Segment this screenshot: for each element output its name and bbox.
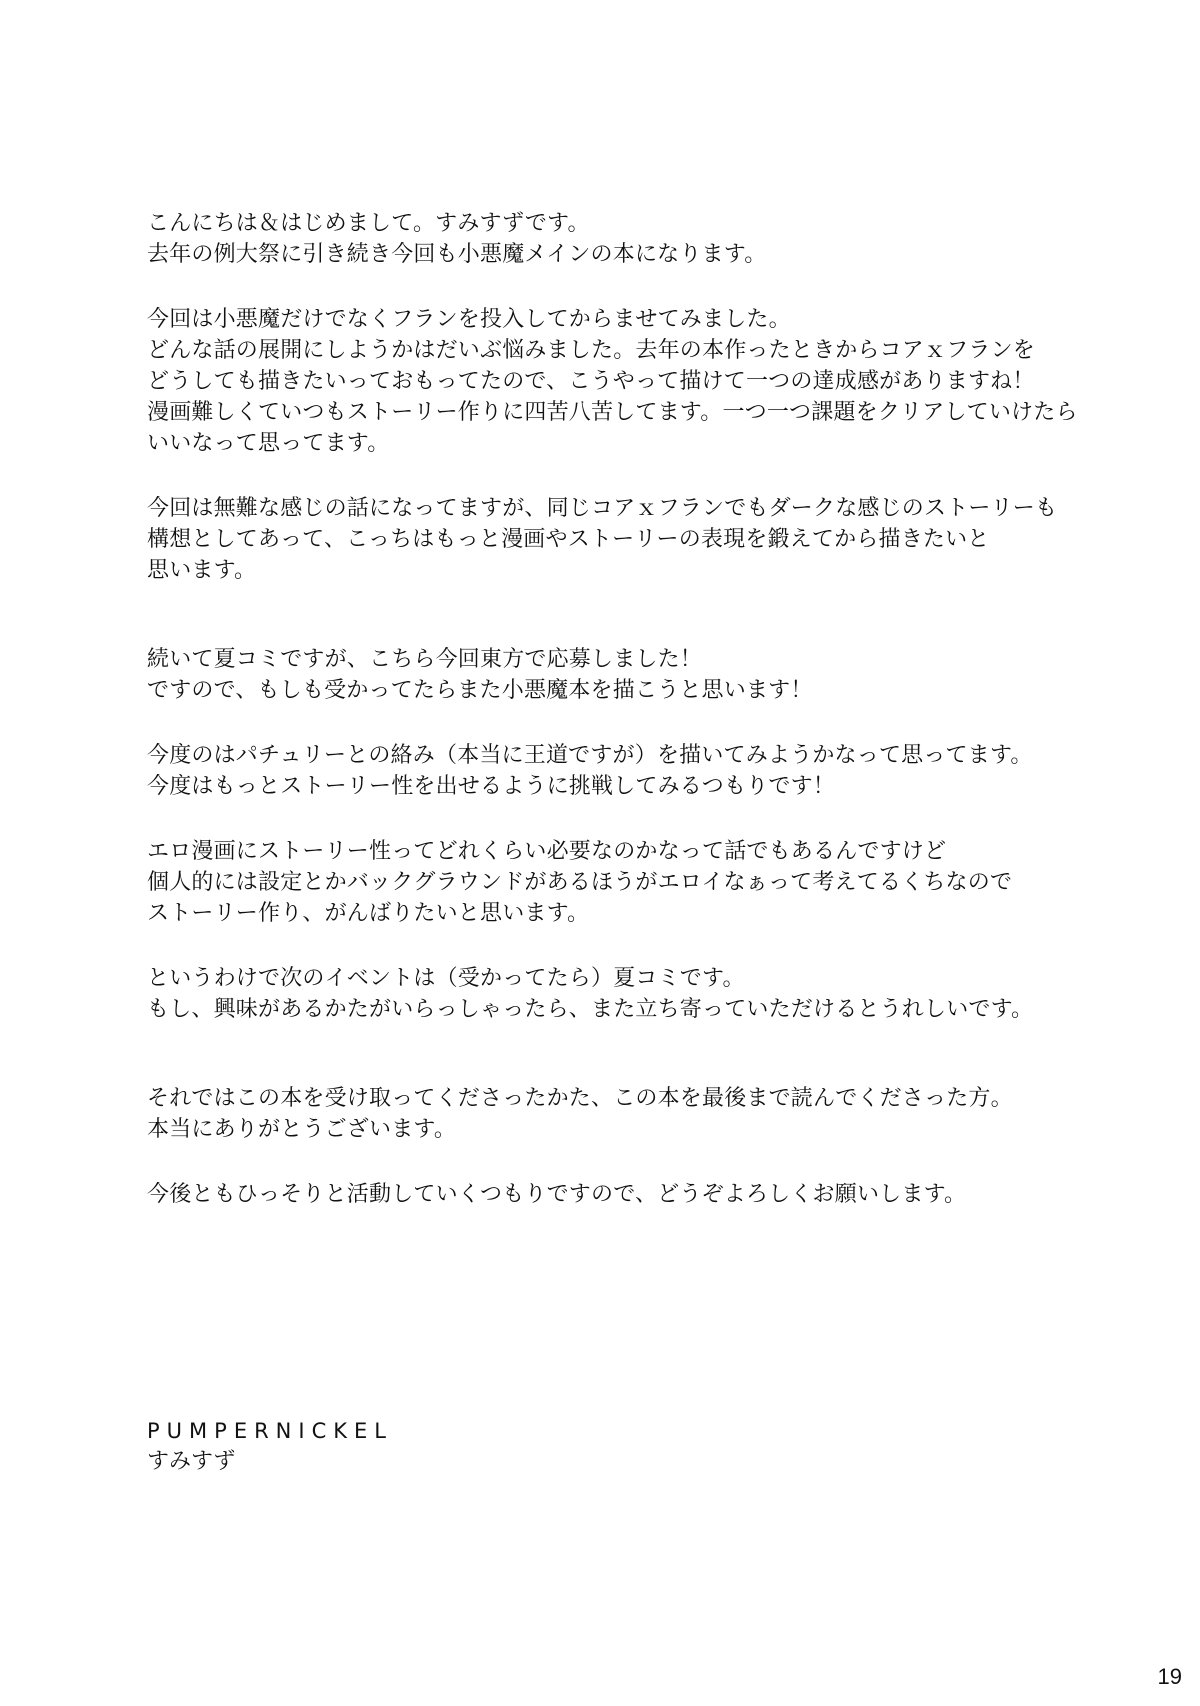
afterword-body bbox=[147, 208, 1157, 1210]
paragraph-story-thoughts bbox=[147, 836, 1157, 929]
paragraph-thanks bbox=[147, 1083, 1157, 1145]
text-line: 本当にありがとうございます。 bbox=[147, 1117, 457, 1142]
text-line: どうしても描きたいっておもってたので、こうやって描けて一つの達成感がありますね！ bbox=[147, 369, 1035, 394]
text-line: 今度はもっとストーリー性を出せるように挑戦してみるつもりです！ bbox=[147, 774, 835, 799]
text-line: いいなって思ってます。 bbox=[147, 431, 390, 456]
text-line: 構想としてあって、こっちはもっと漫画やストーリーの表現を鍛えてから描きたいと bbox=[147, 527, 990, 552]
paragraph-greeting bbox=[147, 208, 1157, 270]
text-line: エロ漫画にストーリー性ってどれくらい必要なのかなって話でもあるんですけど bbox=[147, 839, 947, 864]
circle-name: PUMPERNICKEL bbox=[147, 1419, 393, 1443]
paragraph-this-book bbox=[147, 304, 1157, 459]
text-line: ストーリー作り、がんばりたいと思います。 bbox=[147, 901, 590, 926]
text-line: 思います。 bbox=[147, 558, 257, 583]
text-line: というわけで次のイベントは（受かってたら）夏コミです。 bbox=[147, 966, 745, 991]
signature bbox=[147, 1416, 393, 1477]
paragraph-summer-comiket bbox=[147, 644, 1157, 706]
text-line: 個人的には設定とかバックグラウンドがあるほうがエロイなぁって考えてるくちなので bbox=[147, 870, 1013, 895]
page-number: 19 bbox=[1157, 1664, 1182, 1689]
text-line: 今後ともひっそりと活動していくつもりですので、どうぞよろしくお願いします。 bbox=[147, 1182, 967, 1207]
paragraph-next-event bbox=[147, 963, 1157, 1025]
text-line: 今回は小悪魔だけでなくフランを投入してからませてみました。 bbox=[147, 307, 791, 332]
text-line: どんな話の展開にしようかはだいぶ悩みました。去年の本作ったときからコアｘフランを bbox=[147, 338, 1036, 363]
paragraph-next-book bbox=[147, 740, 1157, 802]
text-line: それではこの本を受け取ってくださったかた、この本を最後まで読んでくださった方。 bbox=[147, 1086, 1013, 1111]
paragraph-closing bbox=[147, 1179, 1157, 1210]
text-line: 漫画難しくていつもストーリー作りに四苦八苦してます。一つ一つ課題をクリアしていけたら bbox=[147, 400, 1078, 425]
text-line: 今度のはパチュリーとの絡み（本当に王道ですが）を描いてみようかなって思ってます。 bbox=[147, 743, 1033, 768]
text-line: もし、興味があるかたがいらっしゃったら、また立ち寄っていただけるとうれしいです。 bbox=[147, 997, 1034, 1022]
paragraph-dark-story bbox=[147, 493, 1157, 586]
text-line: ですので、もしも受かってたらまた小悪魔本を描こうと思います！ bbox=[147, 678, 813, 703]
author-name: すみすず bbox=[147, 1449, 236, 1474]
text-line: こんにちは＆はじめまして。すみすずです。 bbox=[147, 211, 590, 236]
text-line: 去年の例大祭に引き続き今回も小悪魔メインの本になります。 bbox=[147, 242, 767, 267]
text-line: 続いて夏コミですが、こちら今回東方で応募しました！ bbox=[147, 647, 703, 672]
text-line: 今回は無難な感じの話になってますが、同じコアｘフランでもダークな感じのストーリーも bbox=[147, 496, 1058, 521]
